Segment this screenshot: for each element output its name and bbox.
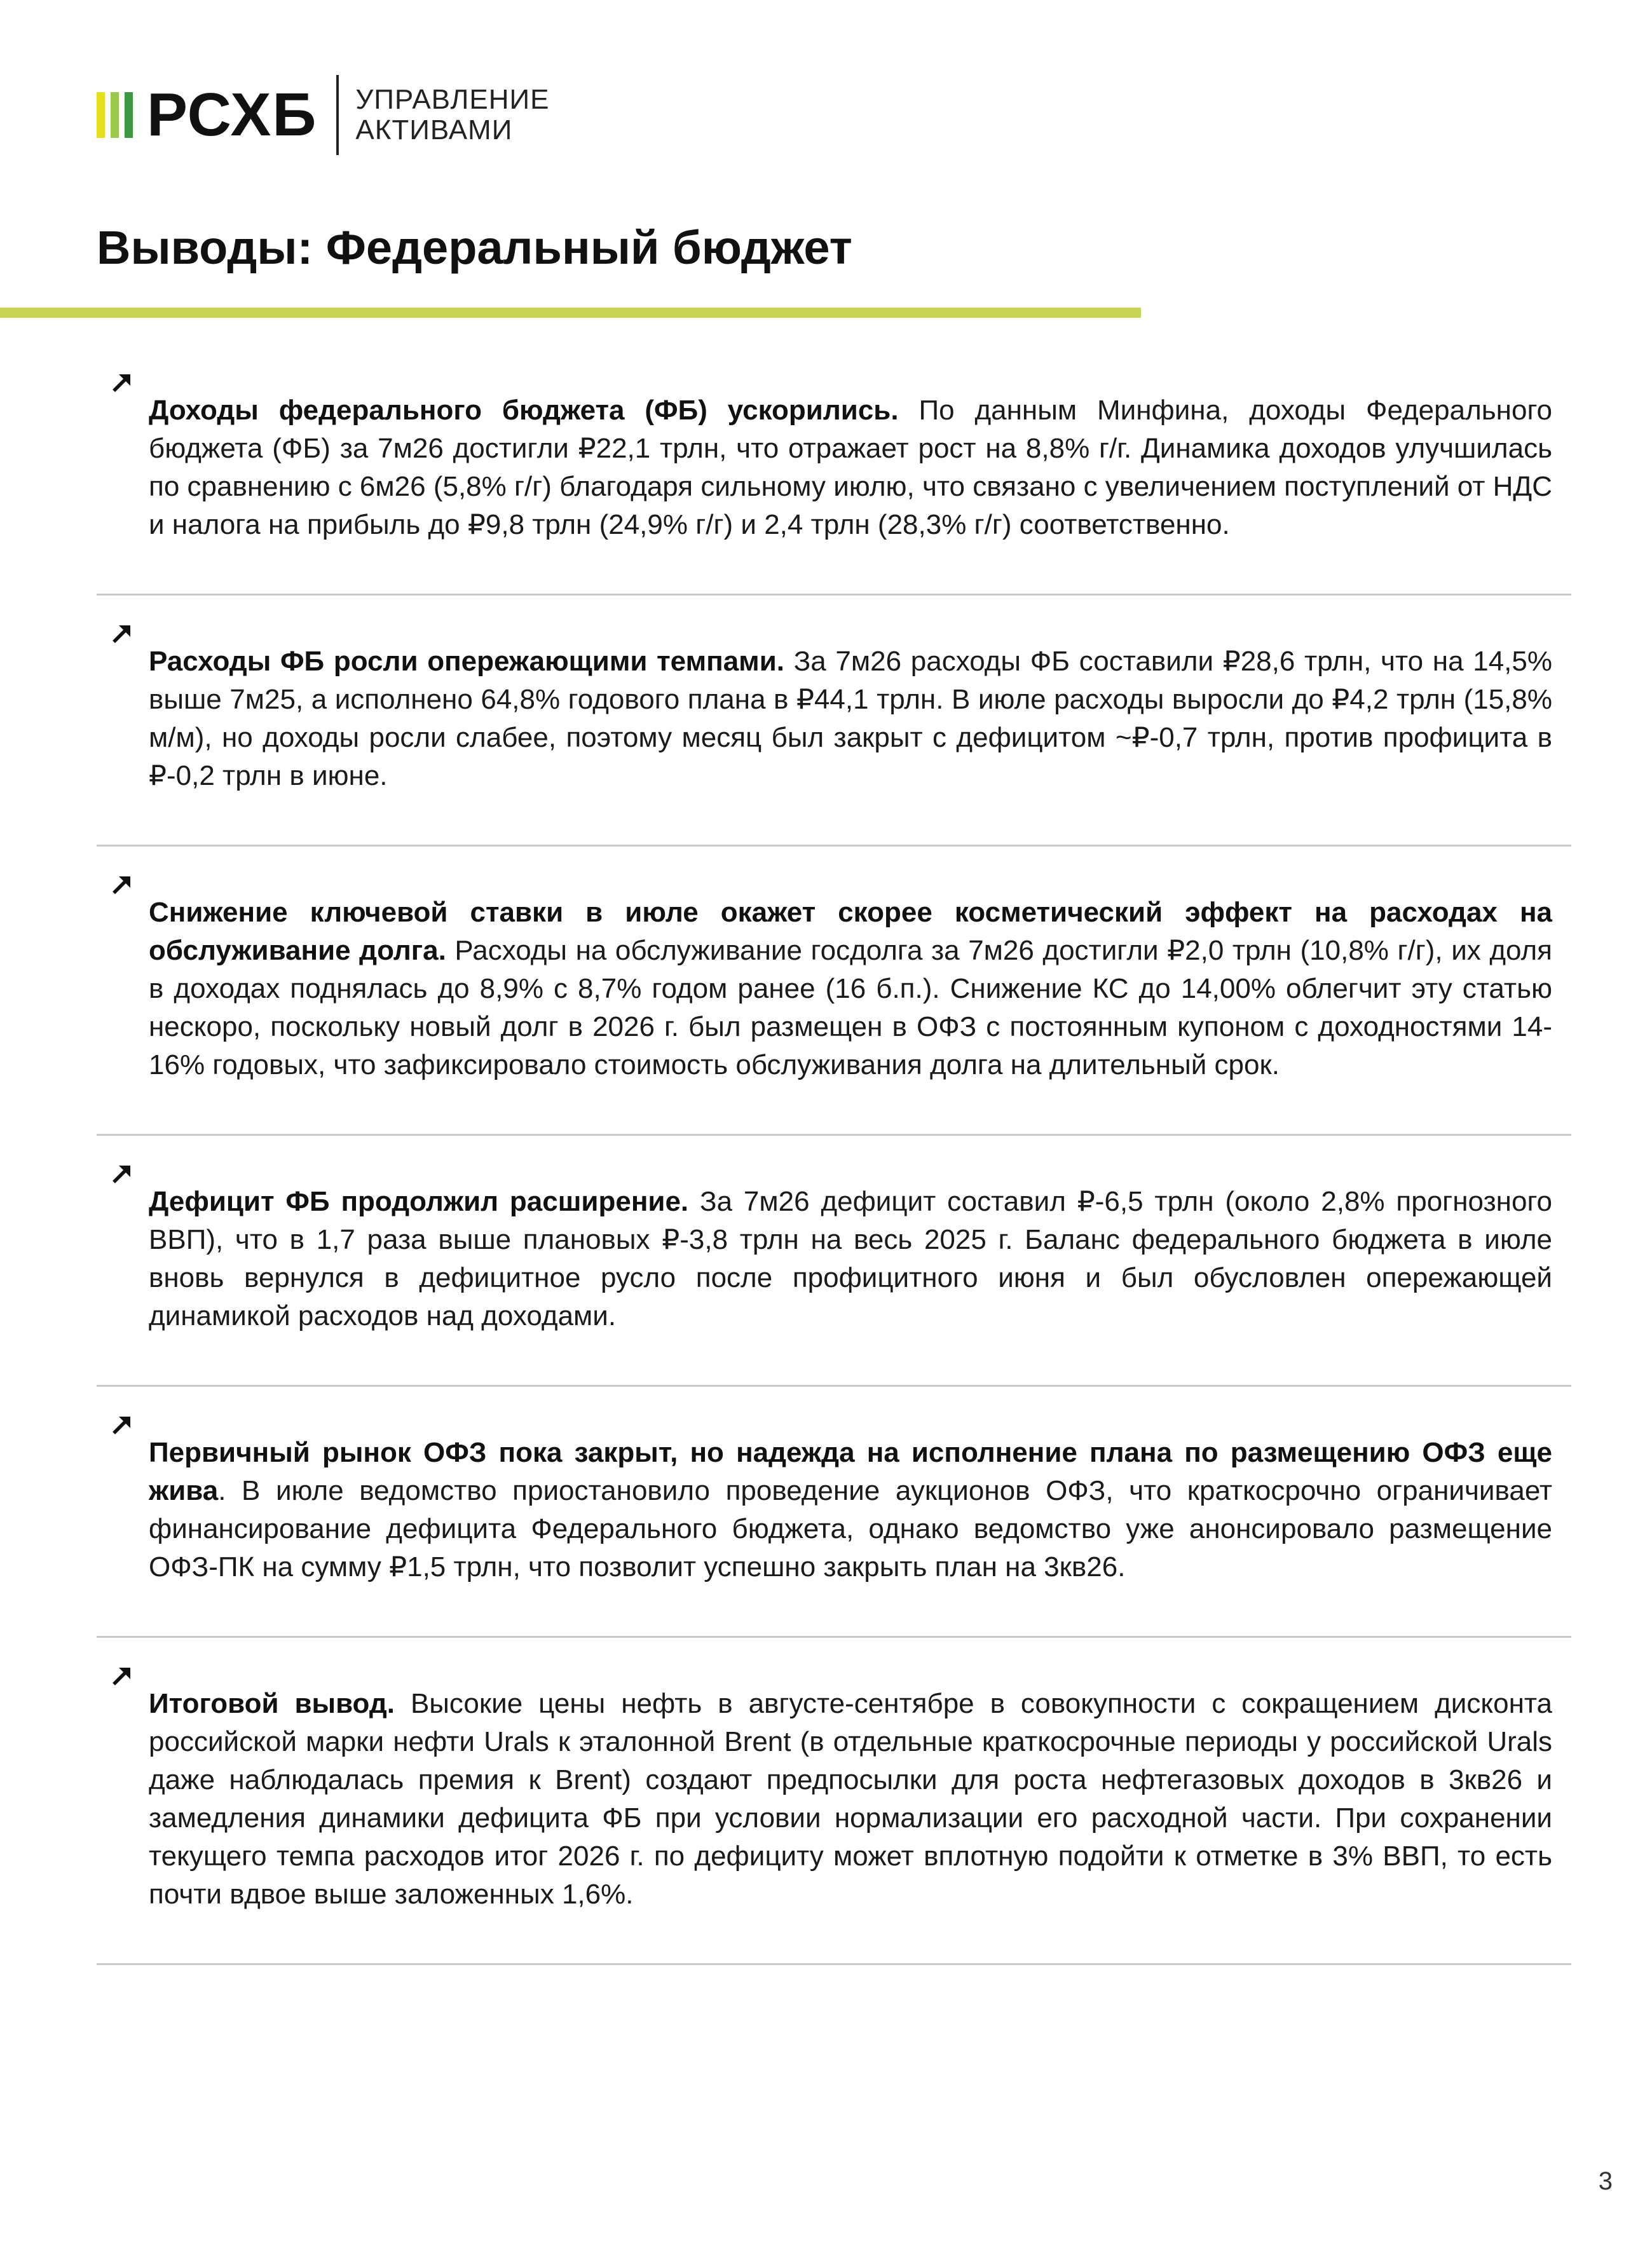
arrow-up-right-icon xyxy=(109,872,135,897)
logo-brand-text: РСХБ xyxy=(147,81,318,149)
list-item-body: За 7м26 дефицит составил ₽-6,5 трлн (около 2,8% прогнозного ВВП), что в 1,7 раза выше плановых ₽-3,8 трлн на весь 2025 г. Баланс федерального бюджета в июле вновь вернулся в дефицитное русло после профицитного июня и был обусловлен опережающей динамикой расходов над доходами. xyxy=(149,1186,1552,1331)
logo-divider xyxy=(336,75,339,155)
list-item-text xyxy=(149,643,1552,795)
list-item xyxy=(97,1638,1571,1965)
list-item-text xyxy=(149,1434,1552,1586)
page-number: 3 xyxy=(1598,2167,1613,2195)
list-item xyxy=(97,1136,1571,1387)
page-title: Выводы: Федеральный бюджет xyxy=(97,221,852,274)
list-item-heading: Расходы ФБ росли опережающими темпами. xyxy=(149,646,784,677)
list-item-text xyxy=(149,1685,1552,1914)
list-item-body: Высокие цены нефть в августе-сентябре в совокупности с сокращением дисконта российской марки нефти Urals к эталонной Brent (в отдельные краткосрочные периоды у российской Urals даже наблюдалась премия к Brent) создают предпосылки для роста нефтегазовых доходов в 3кв26 и замедления динамики дефицита ФБ при условии нормализации его расходной части. При сохранении текущего темпа расходов итог 2026 г. по дефициту может вплотную подойти к отметке в 3% ВВП, то есть почти вдвое выше заложенных 1,6%. xyxy=(149,1688,1553,1910)
list-item xyxy=(97,847,1571,1136)
company-logo xyxy=(97,75,550,155)
list-item xyxy=(97,356,1571,596)
arrow-up-right-icon xyxy=(109,1161,135,1187)
list-item-heading: Снижение ключевой ставки в июле окажет скорее косметический эффект на расходах на обслуживание долга. xyxy=(149,897,1552,966)
list-item-body: По данным Минфина, доходы Федерального бюджета (ФБ) за 7м26 достигли ₽22,1 трлн, что отражает рост на 8,8% г/г. Динамика доходов улучшилась по сравнению с 6м26 (5,8% г/г) благодаря сильному июлю, что связано с увеличением поступлений от НДС и налога на прибыль до ₽9,8 трлн (24,9% г/г) и 2,4 трлн (28,3% г/г) соответственно. xyxy=(149,395,1553,540)
logo-bar-yellow xyxy=(97,92,105,138)
logo-bar-lightgreen xyxy=(111,92,119,138)
list-item-body: За 7м26 расходы ФБ составили ₽28,6 трлн, что на 14,5% выше 7м25, а исполнено 64,8% годового плана в ₽44,1 трлн. В июле расходы выросли до ₽4,2 трлн (15,8% м/м), но доходы росли слабее, поэтому месяц был закрыт с дефицитом ~₽-0,7 трлн, против профицита в ₽-0,2 трлн в июне. xyxy=(149,646,1553,791)
list-item-text xyxy=(149,894,1552,1084)
arrow-up-right-icon xyxy=(109,1663,135,1689)
list-item-text xyxy=(149,391,1552,544)
arrow-up-right-icon xyxy=(109,370,135,395)
arrow-up-right-icon xyxy=(109,621,135,646)
conclusions-list xyxy=(97,356,1571,1965)
arrow-up-right-icon xyxy=(109,1412,135,1438)
logo-subtitle-line2: АКТИВАМИ xyxy=(355,114,513,146)
list-item-text xyxy=(149,1183,1552,1335)
logo-bar-green xyxy=(125,92,133,138)
logo-subtitle xyxy=(355,85,549,146)
list-item-heading: Доходы федерального бюджета (ФБ) ускорились. xyxy=(149,395,899,426)
list-item-heading: Дефицит ФБ продолжил расширение. xyxy=(149,1186,689,1217)
logo-bars-icon xyxy=(97,92,133,138)
list-item-body: Расходы на обслуживание госдолга за 7м26 достигли ₽2,0 трлн (10,8% г/г), их доля в доходах поднялась до 8,9% с 8,7% годом ранее (16 б.п.). Снижение КС до 14,00% облегчит эту статью нескоро, поскольку новый долг в 2026 г. был размещен в ОФЗ с постоянным купоном с доходностями 14-16% годовых, что зафиксировало стоимость обслуживания долга на длительный срок. xyxy=(149,935,1552,1080)
list-item xyxy=(97,596,1571,847)
list-item xyxy=(97,1387,1571,1638)
title-underline xyxy=(0,308,1141,318)
logo-subtitle-line1: УПРАВЛЕНИЕ xyxy=(355,84,550,115)
list-item-body: . В июле ведомство приостановило проведение аукционов ОФЗ, что краткосрочно ограничивает финансирование дефицита Федерального бюджета, однако ведомство уже анонсировало размещение ОФЗ-ПК на сумму ₽1,5 трлн, что позволит успешно закрыть план на 3кв26. xyxy=(149,1475,1552,1583)
list-item-heading: Итоговой вывод. xyxy=(149,1688,395,1719)
list-item-heading: Первичный рынок ОФЗ пока закрыт, но надежда на исполнение плана по размещению ОФЗ еще жива xyxy=(149,1437,1552,1506)
